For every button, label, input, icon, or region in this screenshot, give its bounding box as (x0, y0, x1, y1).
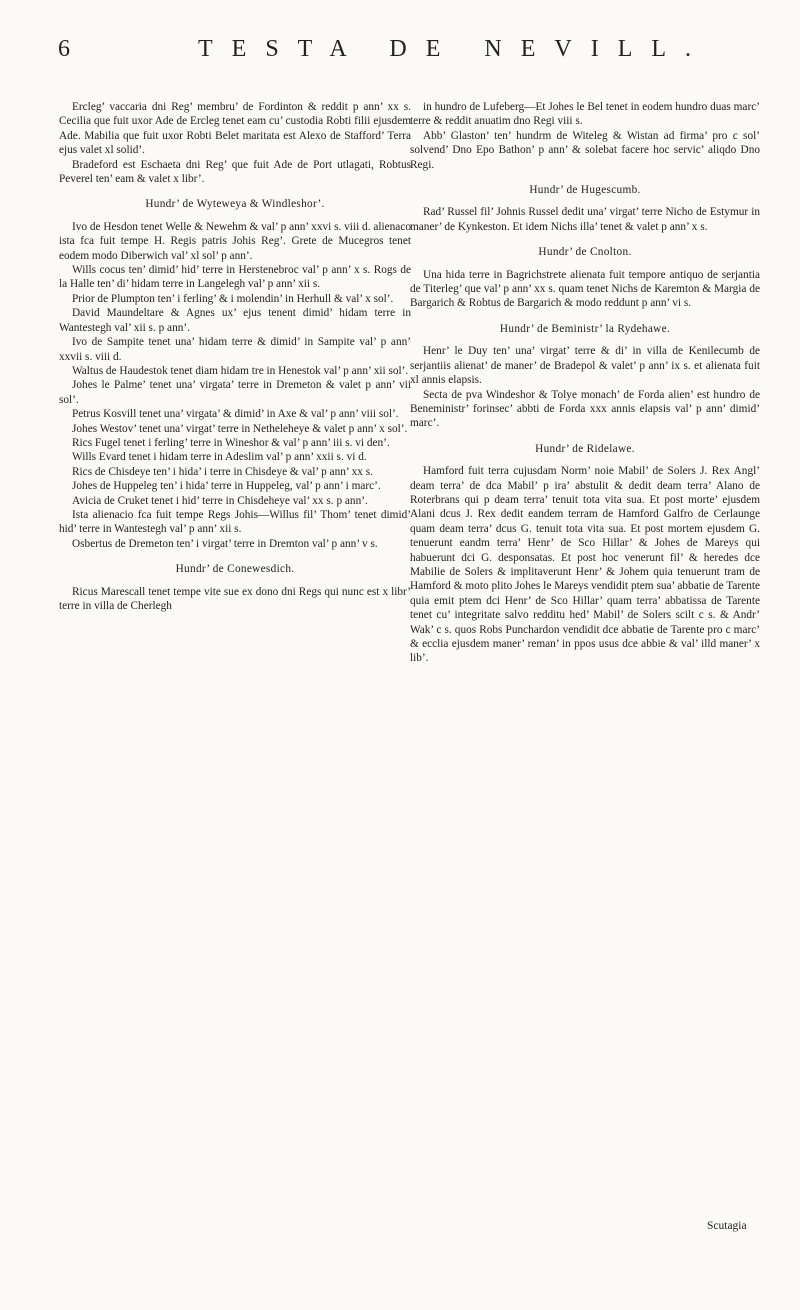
entry-paragraph: Ricus Marescall tenet tempe vite sue ex dono dni Regs qui nunc est x libr’ terre in villa de Cherlegh (59, 585, 411, 612)
entry-paragraph: Rad’ Russel fil’ Johnis Russel dedit una’ virgat’ terre Nicho de Estymur in maner’ de Kynkeston. Et idem Nichs illa’ tenet & valet p ann’ x s. (410, 206, 760, 233)
left-column (59, 100, 411, 613)
entry-paragraph: Johes Westov’ tenet una’ virgat’ terre in Netheleheye & valet p ann’ x sol’. (72, 422, 408, 435)
entry-paragraph: Secta de pva Windeshor & Tolye monach’ de Forda alien’ est hundro de Beneministr’ forinsec’ abbti de Forda xxx annis elapsis val’ p ann’ dimid’ marc’. (410, 388, 760, 430)
entry-paragraph: Prior de Plumpton ten’ i ferling’ & i molendin’ in Herhull & val’ x sol’. (72, 292, 394, 305)
entry-paragraph: Ivo de Sampite tenet una’ hidam terre & dimid’ in Sampite val’ p ann’ xxvii s. viii d. (59, 336, 411, 363)
entry-paragraph: Rics de Chisdeye ten’ i hida’ i terre in Chisdeye & val’ p ann’ xx s. (72, 465, 373, 478)
entry-paragraph: Ercleg’ vaccaria dni Reg’ membru’ de Fordinton & reddit p ann’ xx s. Cecilia que fuit uxor Ade de Ercleg tenet eam cu’ custodia Robti filii ejusdem Ade. Mabilia que fuit uxor Robti Belet maritata est Alexo de Stafford’ Terra ejus valet xl solid’. (59, 101, 411, 157)
hundred-heading: Hundr’ de Wyteweya & Windleshor’. (145, 198, 325, 211)
hundred-heading: Hundr’ de Cnolton. (538, 246, 632, 259)
entry-paragraph: Bradeford est Eschaeta dni Reg’ que fuit Ade de Port utlagati, Robtus Peverel ten’ eam & valet x libr’. (59, 158, 411, 186)
entry-paragraph: Ivo de Hesdon tenet Welle & Newehm & val’ p ann’ xxvi s. viii d. alienaco ista fca fuit tempe H. Regis patris Johis Reg’. Grete de Mucegros tenet eodem modo Diberwich val’ xl sol’ p ann’. (59, 220, 411, 262)
entry-paragraph: in hundro de Lufeberg—Et Johes le Bel tenet in eodem hundro duas marc’ terre & reddit anuatim dno Regi viii s. (410, 101, 760, 128)
entry-paragraph: David Maundeltare & Agnes ux’ ejus tenent dimid’ hidam terre in Wantestegh val’ xii s. p ann’. (59, 307, 411, 334)
entry-paragraph: Wills cocus ten’ dimid’ hid’ terre in Herstenebroc val’ p ann’ x s. Rogs de la Halle ten’ di’ hidam terre in Langelegh val’ p ann’ xii s. (59, 264, 411, 291)
hundred-heading: Hundr’ de Conewesdich. (175, 563, 295, 576)
entry-paragraph: Petrus Kosvill tenet una’ virgata’ & dimid’ in Axe & val’ p ann’ viii sol’. (72, 408, 399, 421)
entry-paragraph: Wills Evard tenet i hidam terre in Adeslim val’ p ann’ xxii s. vi d. (72, 451, 367, 464)
page-number: 6 (58, 36, 70, 62)
entry-paragraph: Johes le Palme’ tenet una’ virgata’ terre in Dremeton & valet p ann’ vii sol’. (59, 379, 411, 406)
entry-paragraph: Johes de Huppeleg ten’ i hida’ terre in Huppeleg, val’ p ann’ i marc’. (72, 480, 381, 493)
right-column (410, 100, 760, 666)
entry-paragraph: Waltus de Haudestok tenet diam hidam tre in Henestok val’ p ann’ xii sol’. (72, 364, 409, 377)
entry-paragraph: Ista alienacio fca fuit tempe Regs Johis—Willus fil’ Thom’ tenet dimid’ hid’ terre in Wantestegh val’ p ann’ xii s. (59, 508, 411, 536)
entry-paragraph: Rics Fugel tenet i ferling’ terre in Wineshor & val’ p ann’ iii s. vi den’. (72, 436, 390, 449)
catchword: Scutagia (707, 1220, 747, 1232)
entry-paragraph: Abb’ Glaston’ ten’ hundrm de Witeleg & Wistan ad firma’ pro c sol’ solvend’ Dno Epo Bathon’ p ann’ & solebat facere hoc servic’ aliqdo Dno Regi. (410, 129, 760, 171)
entry-paragraph: Avicia de Cruket tenet i hid’ terre in Chisdeheye val’ xx s. p ann’. (72, 494, 368, 507)
entry-paragraph: Henr’ le Duy ten’ una’ virgat’ terre & di’ in villa de Kenilecumb de serjantiis alienat’ de maner’ de Bradepol & valet’ p ann’ ix s. et alienata fuit xl annis elapsis. (410, 345, 760, 387)
entry-paragraph: Una hida terre in Bagrichstrete alienata fuit tempore antiquo de serjantia de Titerleg’ que val’ p ann’ xx s. quam tenet Nichs de Karemton & Margia de Bargarich & Robtus de Bargarich & modo reddunt p ann’ vi s. (410, 268, 760, 310)
hundred-heading: Hundr’ de Hugescumb. (529, 184, 641, 197)
entry-paragraph: Hamford fuit terra cujusdam Norm’ noie Mabil’ de Solers J. Rex Angl’ deam terra’ de dca Mabil’ p ira’ abstulit & dedit deam terra’ Alano de Roterbrans qui p deam terra’ tenuit tota vita sua. Et post morte’ ejusdem Alani dcus J. Rex dedit eandem terram de Hamford Galfro de Cerlaunge quam deam terra’ dcus G. tenuit tota vita sua. Et post mortem ejusdem G. tenuerunt eandm terra’ Henr’ de Sco Hillar’ & Johes de Mareys qui habuerunt dci G. desponsatas. Et post hoc venerunt fil’ & heredes dce Mabilie de Solers & implitaverunt Henr’ & Johem quia tenuerunt tram de Hamford & moto plito Johes le Mareys vendidit ptem sua’ abbatie de Tarente quia emit ptem dci Henr’ de Sco Hillar’ quam terra’ abbatissa de Tarente tenet cu’ integritate salvo redditu hed’ Mabil’ de Solers scilt c s. & Andr’ Wak’ c s. quos Robs Punchardon vendidit dce abbatie de Tarente pro c marc’ & ecclia ejusdem maner’ reman’ in ppos usus dce abbie & val’ illd maner’ x lib’. (410, 465, 760, 665)
hundred-heading: Hundr’ de Beministr’ la Rydehawe. (499, 322, 671, 335)
entry-paragraph: Osbertus de Dremeton ten’ i virgat’ terre in Dremton val’ p ann’ v s. (72, 537, 378, 550)
hundred-heading: Hundr’ de Ridelawe. (535, 442, 635, 455)
running-title: TESTA DE NEVILL. (198, 36, 711, 62)
page-header (0, 36, 800, 72)
